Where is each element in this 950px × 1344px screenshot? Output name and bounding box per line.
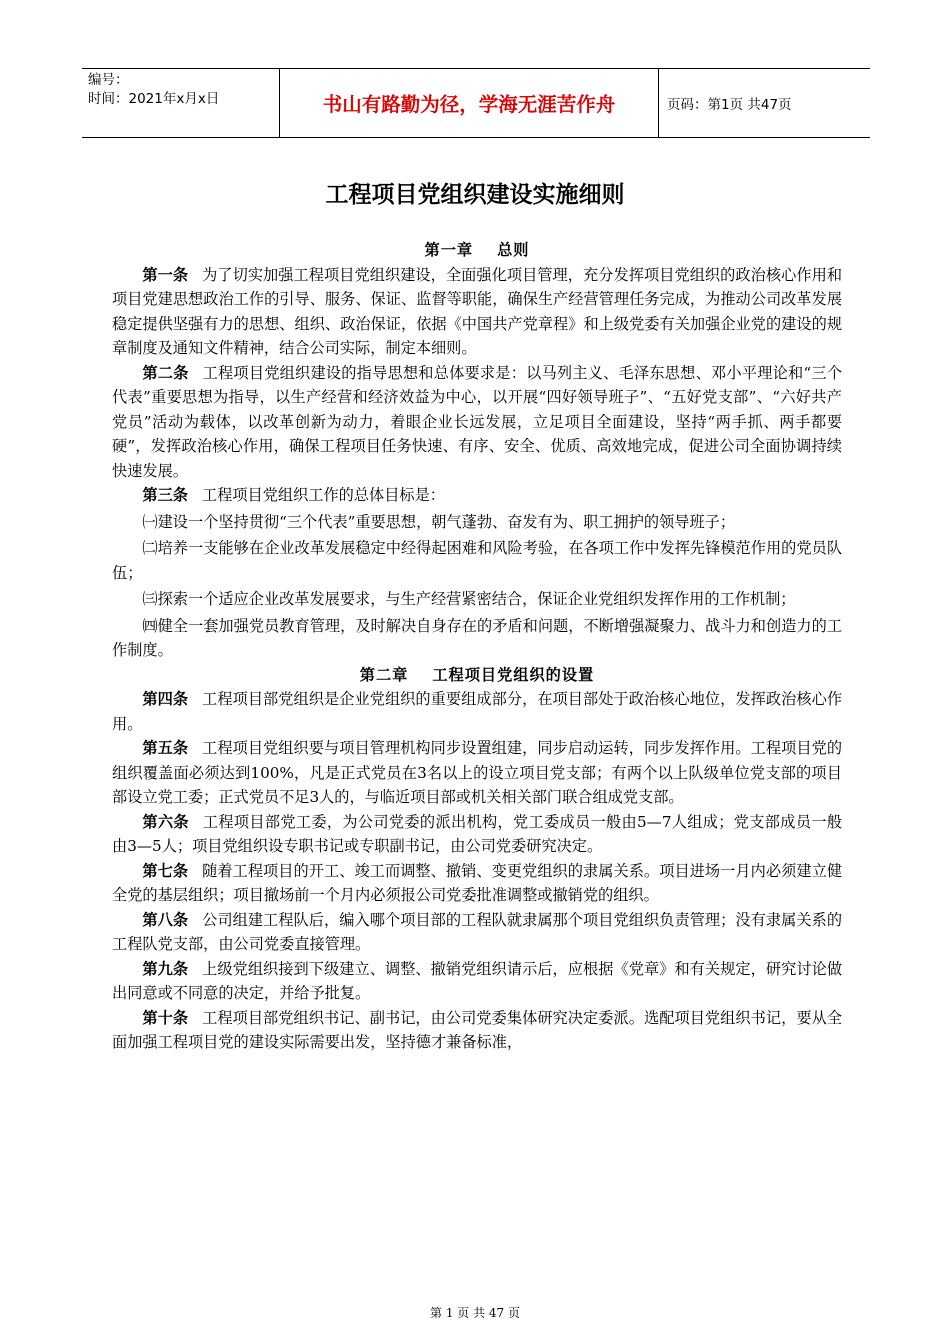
article-text: 工程项目部党工委，为公司党委的派出机构，党工委成员一般由5—7人组成；党支部成员一般由3—5人；项目党组织设专职书记或专职副书记，由公司党委研究决定。 (112, 812, 843, 855)
article-paragraph (112, 1006, 842, 1055)
article-paragraph (112, 810, 842, 859)
document-number-label: 编号： (88, 72, 129, 88)
article-label: 第三条 (142, 486, 188, 504)
article-paragraph (112, 736, 842, 810)
chapter-heading (112, 663, 842, 688)
article-text: 公司组建工程队后，编入哪个项目部的工程队就隶属那个项目党组织负责管理；没有隶属关系的工程队党支部，由公司党委直接管理。 (112, 910, 843, 953)
article-text: 上级党组织接到下级建立、调整、撤销党组织请示后，应根据《党章》和有关规定，研究讨论做出同意或不同意的决定，并给予批复。 (112, 959, 843, 1002)
list-item: ㈢探索一个适应企业改革发展要求，与生产经营紧密结合，保证企业党组织发挥作用的工作机制； (142, 590, 796, 608)
header-page-info: 页码：第1页 共47页 (667, 97, 792, 113)
header-motto: 书山有路勤为径，学海无涯苦作舟 (280, 69, 659, 137)
page-header (82, 68, 870, 138)
article-label: 第一条 (142, 265, 189, 284)
article-label: 第二条 (142, 363, 189, 382)
list-item: ㈠建设一个坚持贯彻“三个代表”重要思想，朝气蓬勃、奋发有为、职工拥护的领导班子； (142, 512, 736, 531)
article-paragraph (112, 483, 842, 508)
chapter-heading (112, 238, 842, 263)
article-text: 工程项目部党组织是企业党组织的重要组成部分，在项目部处于政治核心地位，发挥政治核心作用。 (112, 690, 843, 733)
article-text: 随着工程项目的开工、竣工而调整、撤销、变更党组织的隶属关系。项目进场一月内必须建立健全党的基层组织；项目撤场前一个月内必须报公司党委批准调整或撤销党的组织。 (112, 861, 843, 904)
article-text: 工程项目党组织要与项目管理机构同步设置组建，同步启动运转，同步发挥作用。工程项目党的组织覆盖面必须达到100%，凡是正式党员在3名以上的设立项目党支部；有两个以上队级单位党支部的项目部设立党工委；正式党员不足3人的，与临近项目部或机关相关部门联合组成党支部。 (112, 739, 843, 806)
article-paragraph (112, 908, 842, 957)
page-footer: 第 1 页 共 47 页 (430, 1306, 520, 1320)
chapter-title: 工程项目党组织的设置 (432, 665, 595, 684)
article-label: 第九条 (142, 959, 189, 978)
article-text: 工程项目党组织工作的总体目标是： (201, 486, 445, 504)
list-item: ㈣健全一套加强党员教育管理，及时解决自身存在的矛盾和问题，不断增强凝聚力、战斗力和创造力的工作制度。 (112, 616, 842, 659)
document-title: 工程项目党组织建设实施细则 (325, 182, 625, 208)
article-label: 第四条 (142, 690, 189, 708)
article-label: 第五条 (142, 739, 189, 757)
chapter-number: 第二章 (359, 665, 409, 684)
article-label: 第十条 (142, 1008, 189, 1027)
article-paragraph (112, 859, 842, 908)
article-text: 为了切实加强工程项目党组织建设，全面强化项目管理，充分发挥项目党组织的政治核心作用和项目党建思想政治工作的引导、服务、保证、监督等职能，确保生产经营管理任务完成，为推动公司改革发展稳定提供坚强有力的思想、组织、政治保证，依据《中国共产党章程》和上级党委有关加强企业党的建设的规章制度及通知文件精神，结合公司实际，制定本细则。 (112, 265, 843, 357)
document-body (112, 238, 842, 1055)
list-item: ㈡培养一支能够在企业改革发展稳定中经得起困难和风险考验，在各项工作中发挥先锋模范作用的党员队伍； (112, 539, 842, 582)
article-label: 第七条 (142, 861, 189, 880)
chapter-title: 总则 (497, 241, 530, 259)
document-time-label: 时间：2021年x月x日 (88, 91, 220, 107)
chapter-number: 第一章 (424, 241, 474, 259)
article-paragraph (112, 687, 842, 736)
article-paragraph (112, 361, 842, 484)
article-label: 第八条 (142, 910, 189, 929)
header-meta (82, 69, 280, 137)
article-label: 第六条 (142, 812, 189, 831)
article-paragraph (112, 263, 842, 361)
article-paragraph (112, 957, 842, 1006)
article-text: 工程项目部党组织书记、副书记，由公司党委集体研究决定委派。选配项目党组织书记，要从全面加强工程项目党的建设实际需要出发，坚持德才兼备标准， (112, 1008, 843, 1051)
article-text: 工程项目党组织建设的指导思想和总体要求是：以马列主义、毛泽东思想、邓小平理论和“三个代表”重要思想为指导，以生产经营和经济效益为中心，以开展“四好领导班子”、“五好党支部”、“六好共产党员”活动为载体，以改革创新为动力，着眼企业长远发展，立足项目全面建设，坚持“两手抓、两手都要硬”，发挥政治核心作用，确保工程项目任务快速、有序、安全、优质、高效地完成，促进公司全面协调持续快速发展。 (112, 363, 843, 480)
